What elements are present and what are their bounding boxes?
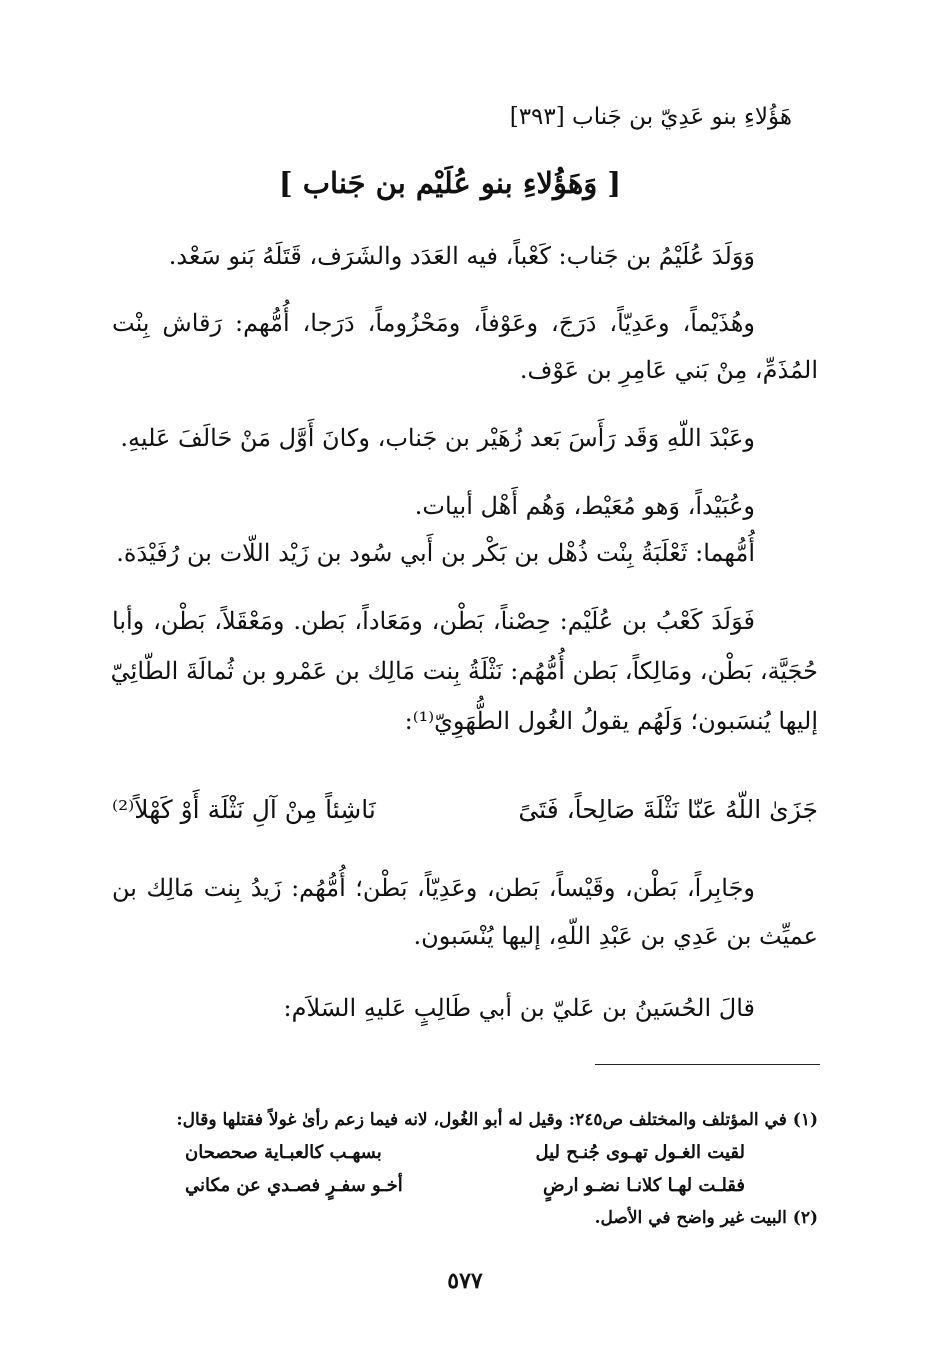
running-header: هَؤُلاءِ بنو عَدِيّ بن جَناب [٣٩٣] [509, 104, 792, 130]
footnote-divider [595, 1064, 820, 1065]
footnote-1-poem-line-1-second: بسهـب كالعبـاية صحصحان [185, 1142, 382, 1163]
paragraph-6-line-1: فَوَلَدَ كَعْبُ بن عُلَيْم: حِصْناً، بَطْن، ومَعَاداً، بَطن. ومَعْقَلاً، بَطْن، وأبا [112, 607, 755, 635]
footnote-1-poem-line-2-second: أخـو سفـرٍ فصـدي عن مكاني [185, 1175, 403, 1196]
paragraph-6-line-3: إليها يُنسَبون؛ وَلَهُم يقولُ الغُول الطُّهَوِيّ⁽¹⁾: [404, 707, 818, 735]
paragraph-7-line-1: وجَابِراً، بَطْن، وقَيْساً، بَطن، وعَدِيّاً، بَطْن؛ أُمُّهُم: زَيدُ بِنت مَالِك بن [112, 874, 755, 902]
verse-first-hemistich: جَزَىٰ اللّهُ عَنّا نَثْلَةَ صَالِحاً، فَتَىً [518, 795, 818, 824]
footnote-1-intro: (١) في المؤتلف والمختلف ص٢٤٥: وقيل له أبو الغُول، لانه فيما زعم رأىٰ غولاً فقتلها وقال: [176, 1110, 818, 1130]
footnote-1-poem-line-2-first: فقلـت لهـا كلانـا نضـو ارضٍ [543, 1175, 745, 1196]
paragraph-3: وعَبْدَ اللّهِ وَقَد رَأَسَ بَعد زُهَيْر بن جَناب، وكانَ أَوَّل مَنْ حَالَفَ عَليهِ. [120, 424, 755, 452]
paragraph-2-line-1: وهُذَيْماً، وعَدِيّاً، دَرَجَ، وعَوْفاً، ومَحْزُوماً، دَرَجا، أُمُّهم: رَقاش بِنْت [112, 309, 755, 337]
footnote-1-poem-line-1-first: لقيت الغـول تهـوى جُنـح ليل [535, 1142, 745, 1163]
paragraph-4: وعُبَيْداً، وَهو مُعَيْط، وَهُم أَهْل أبيات. [414, 492, 755, 520]
page-number: ٥٧٧ [447, 1268, 483, 1294]
section-title: [ وَهَؤُلاءِ بنو عُلَيْم بن جَناب ] [278, 166, 622, 200]
footnote-2: (٢) البيت غير واضح في الأصل. [594, 1208, 818, 1228]
paragraph-6-line-2: حُجَيَّة، بَطْن، ومَالِكاً، بَطن أُمُّهُم: نَثْلَةُ بِنت مَالِك بن عَمْرو بن ثُمالَةَ الطّائِيّ [110, 657, 818, 685]
paragraph-7-line-2: عميِّث بن عَدِي بن عَبْدِ اللّهِ، إليها يُنْسَبون. [413, 922, 818, 950]
paragraph-8: قالَ الحُسَينُ بن عَليّ بن أبي طَالِبٍ عَليهِ السَلاَم: [283, 994, 755, 1022]
verse-line [112, 795, 818, 824]
paragraph-1: وَوَلَدَ عُلَيْمُ بن جَناب: كَعْباً، فيه العَدَد والشَرَف، قَتَلَهُ بَنو سَعْد. [168, 242, 755, 270]
verse-second-hemistich: نَاشِئاً مِنْ آلِ نَثْلَة أَوْ كَهْلاً⁽²⁾ [112, 795, 376, 824]
paragraph-2-line-2: المُذَمِّ، مِنْ بَني عَامِرِ بن عَوْف. [519, 356, 818, 384]
paragraph-5: أُمُّهما: ثَعْلَبَةُ بِنْت ذُهْل بن بَكْر بن أَبي سُود بن زَيْد اللّات بن رُفَيْدَة. [116, 539, 755, 567]
